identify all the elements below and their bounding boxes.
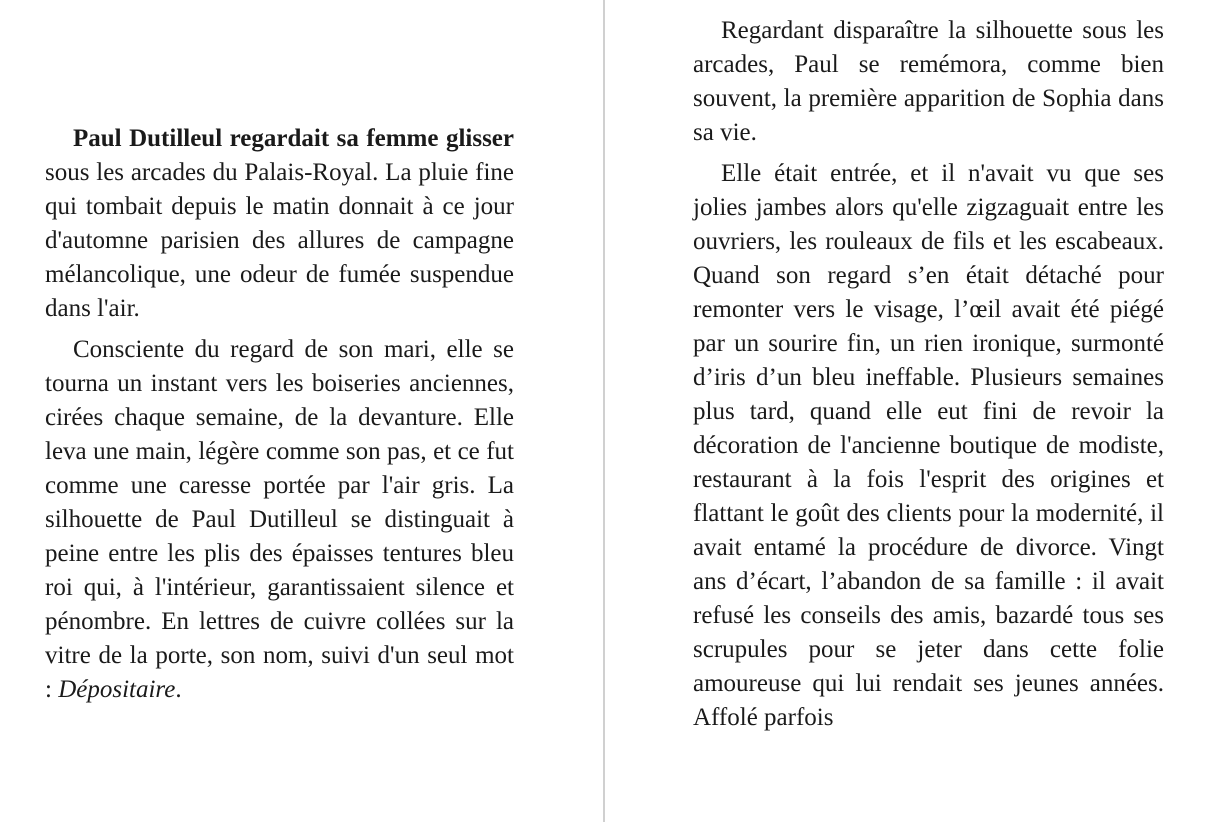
page-gutter-divider <box>603 0 605 822</box>
right-paragraph-2: Elle était entrée, et il n'avait vu que ses jolies jambes alors qu'elle zigzaguait entre les ouvriers, les rouleaux de fils et les escabeaux. Quand son regard s’en était détaché pour remonter vers le visage, l’œil avait été piégé par un sourire fin, un rien ironique, surmonté d’iris d’un bleu ineffable. Plusieurs semaines plus tard, quand elle eut fini de revoir la décoration de l'ancienne boutique de modiste, restaurant à la fois l'esprit des origines et flattant le goût des clients pour la modernité, il avait entamé la procédure de divorce. Vingt ans d’écart, l’abandon de sa famille : il avait refusé les conseils des amis, bazardé tous ses scrupules pour se jeter dans cette folie amoureuse qui lui rendait ses jeunes années. Affolé parfois <box>693 160 1164 731</box>
left-paragraph-2-text: Consciente du regard de son mari, elle se tourna un instant vers les boiseries anciennes, cirées chaque semaine, de la devanture. Elle leva une main, légère comme son pas, et ce fut comme une caresse portée par l'air gris. La silhouette de Paul Dutilleul se distinguait à peine entre les plis des épaisses tentures bleu roi qui, à l'intérieur, garantissaient silence et pénombre. En lettres de cuivre collées sur la vitre de la porte, son nom, suivi d'un seul mot : <box>45 336 514 703</box>
opening-bold-phrase: Paul Dutilleul regardait sa femme glisser <box>73 125 514 152</box>
left-paragraph-1 <box>45 122 514 326</box>
italic-word-depositaire: Dépositaire <box>58 676 176 703</box>
right-paragraph-1: Regardant disparaître la silhouette sous les arcades, Paul se remémora, comme bien souvent, la première apparition de Sophia dans sa vie. <box>693 17 1164 146</box>
left-page <box>0 0 604 822</box>
left-paragraph-1-text: sous les arcades du Palais-Royal. La pluie fine qui tombait depuis le matin donnait à ce jour d'automne parisien des allures de campagne mélancolique, une odeur de fumée suspendue dans l'air. <box>45 159 514 322</box>
left-paragraph-2 <box>45 333 514 707</box>
left-paragraph-2-end: . <box>175 676 182 703</box>
right-page <box>606 0 1216 822</box>
